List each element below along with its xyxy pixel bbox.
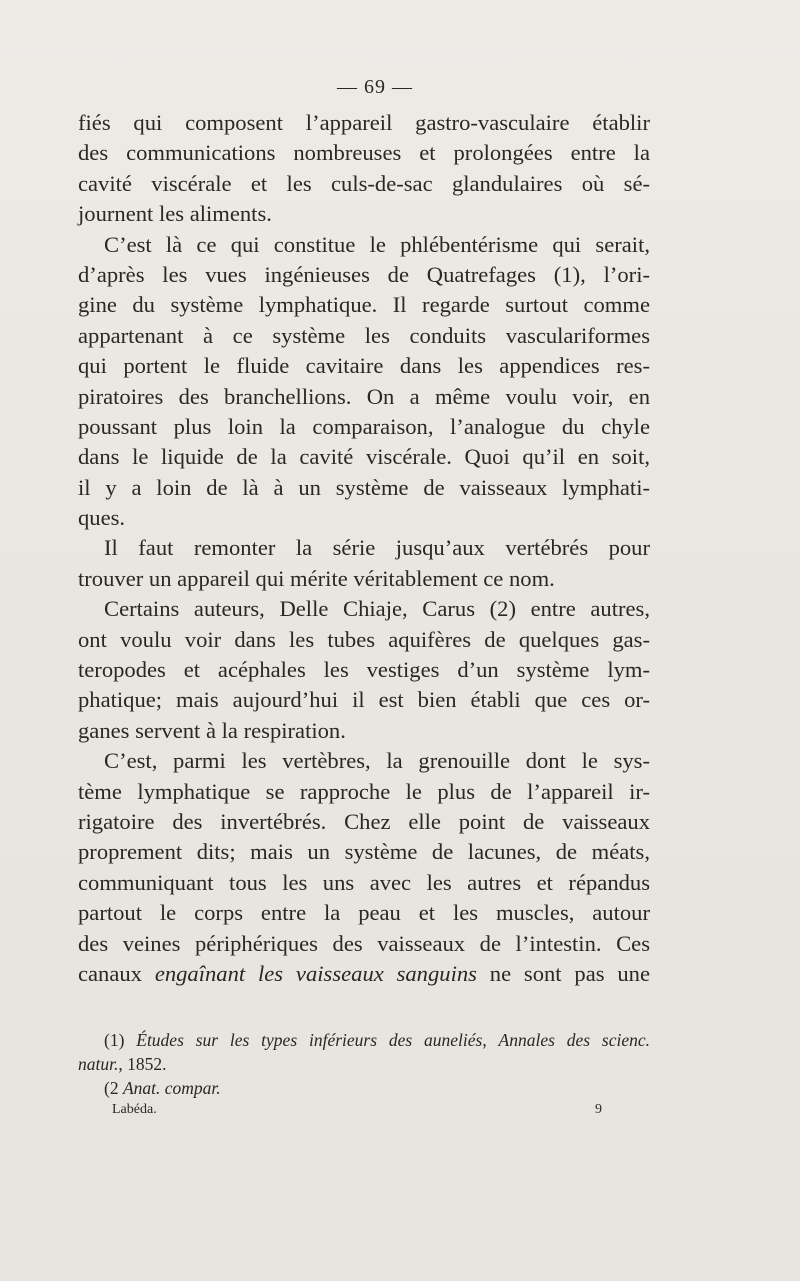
text-line: ont voulu voir dans les tubes aquifères de quelques gas- [78,626,650,652]
footnote-1-continued [78,1052,650,1076]
footnotes [78,1028,650,1100]
text-line: Certains auteurs, Delle Chiaje, Carus (2) entre autres, [104,596,650,622]
text-line: d’après les vues ingénieuses de Quatrefages (1), l’ori- [78,261,650,287]
text-line: appartenant à ce système les conduits vasculariformes [78,322,650,348]
text-line: cavité viscérale et les culs-de-sac glandulaires où sé- [78,170,650,196]
text-line: tème lymphatique se rapproche le plus de l’appareil ir- [78,778,650,804]
text-line: phatique; mais aujourd’hui il est bien établi que ces or- [78,687,650,713]
text-line: gine du système lymphatique. Il regarde surtout comme [78,292,650,318]
text-line: il y a loin de là à un système de vaisseaux lymphati- [78,474,650,500]
footnote-number: (2 [104,1078,119,1098]
text-line: ques. [78,505,126,531]
footnote-2 [78,1076,650,1100]
footnote-title: Anat. compar. [122,1078,221,1098]
text-line: C’est, parmi les vertèbres, la grenouille dont le sys- [104,748,650,774]
footnote-title: Études sur les types inférieurs des auneliés [136,1030,483,1050]
text-line: fiés qui composent l’appareil gastro-vasculaire établir [78,110,650,135]
text-line: des veines périphériques des vaisseaux de l’intestin. Ces [78,930,650,956]
text-line: communiquant tous les uns avec les autres et répandus [78,869,650,895]
text-line: des communications nombreuses et prolongées entre la [78,140,650,166]
text-line: C’est là ce qui constitue le phlébentérisme qui serait, [104,231,650,257]
footnote-journal: Annales des scienc. [498,1030,651,1050]
footnote-number: (1) [104,1030,125,1050]
italic-phrase: engaînant les vaisseaux sanguins [154,960,477,986]
footnote-year: , 1852. [118,1054,167,1074]
text-line: dans le liquide de la cavité viscérale. Quoi qu’il en soit, [78,444,650,470]
text-line [78,959,650,989]
main-text [78,108,650,989]
text-line: qui portent le fluide cavitaire dans les appendices res- [78,353,650,379]
text-line: trouver un appareil qui mérite véritablement ce nom. [78,565,555,591]
signature-mark: 9 [595,1102,602,1117]
page-number: — 69 — [337,76,413,98]
text-line: poussant plus loin la comparaison, l’analogue du chyle [78,413,650,439]
footnote-journal-cont: natur. [78,1054,119,1074]
text-line: rigatoire des invertébrés. Chez elle point de vaisseaux [78,808,650,834]
footnote-sep: , [482,1030,487,1050]
text-line: partout le corps entre la peau et les muscles, autour [78,900,650,926]
text-line: Il faut remonter la série jusqu’aux vertébrés pour [104,535,650,561]
printer-signature: Labéda. [112,1102,157,1117]
text-line: ganes servent à la respiration. [78,717,346,743]
text-line: teropodes et acéphales les vestiges d’un système lym- [78,657,650,683]
signature-row [112,1102,602,1118]
text-line: proprement dits; mais un système de lacunes, de méats, [78,839,650,865]
text-fragment: canaux [78,960,142,986]
text-line: journent les aliments. [78,201,272,227]
text-line: piratoires des branchellions. On a même voulu voir, en [78,383,650,409]
footnote-1 [78,1028,650,1052]
text-fragment: ne sont pas une [489,960,650,986]
